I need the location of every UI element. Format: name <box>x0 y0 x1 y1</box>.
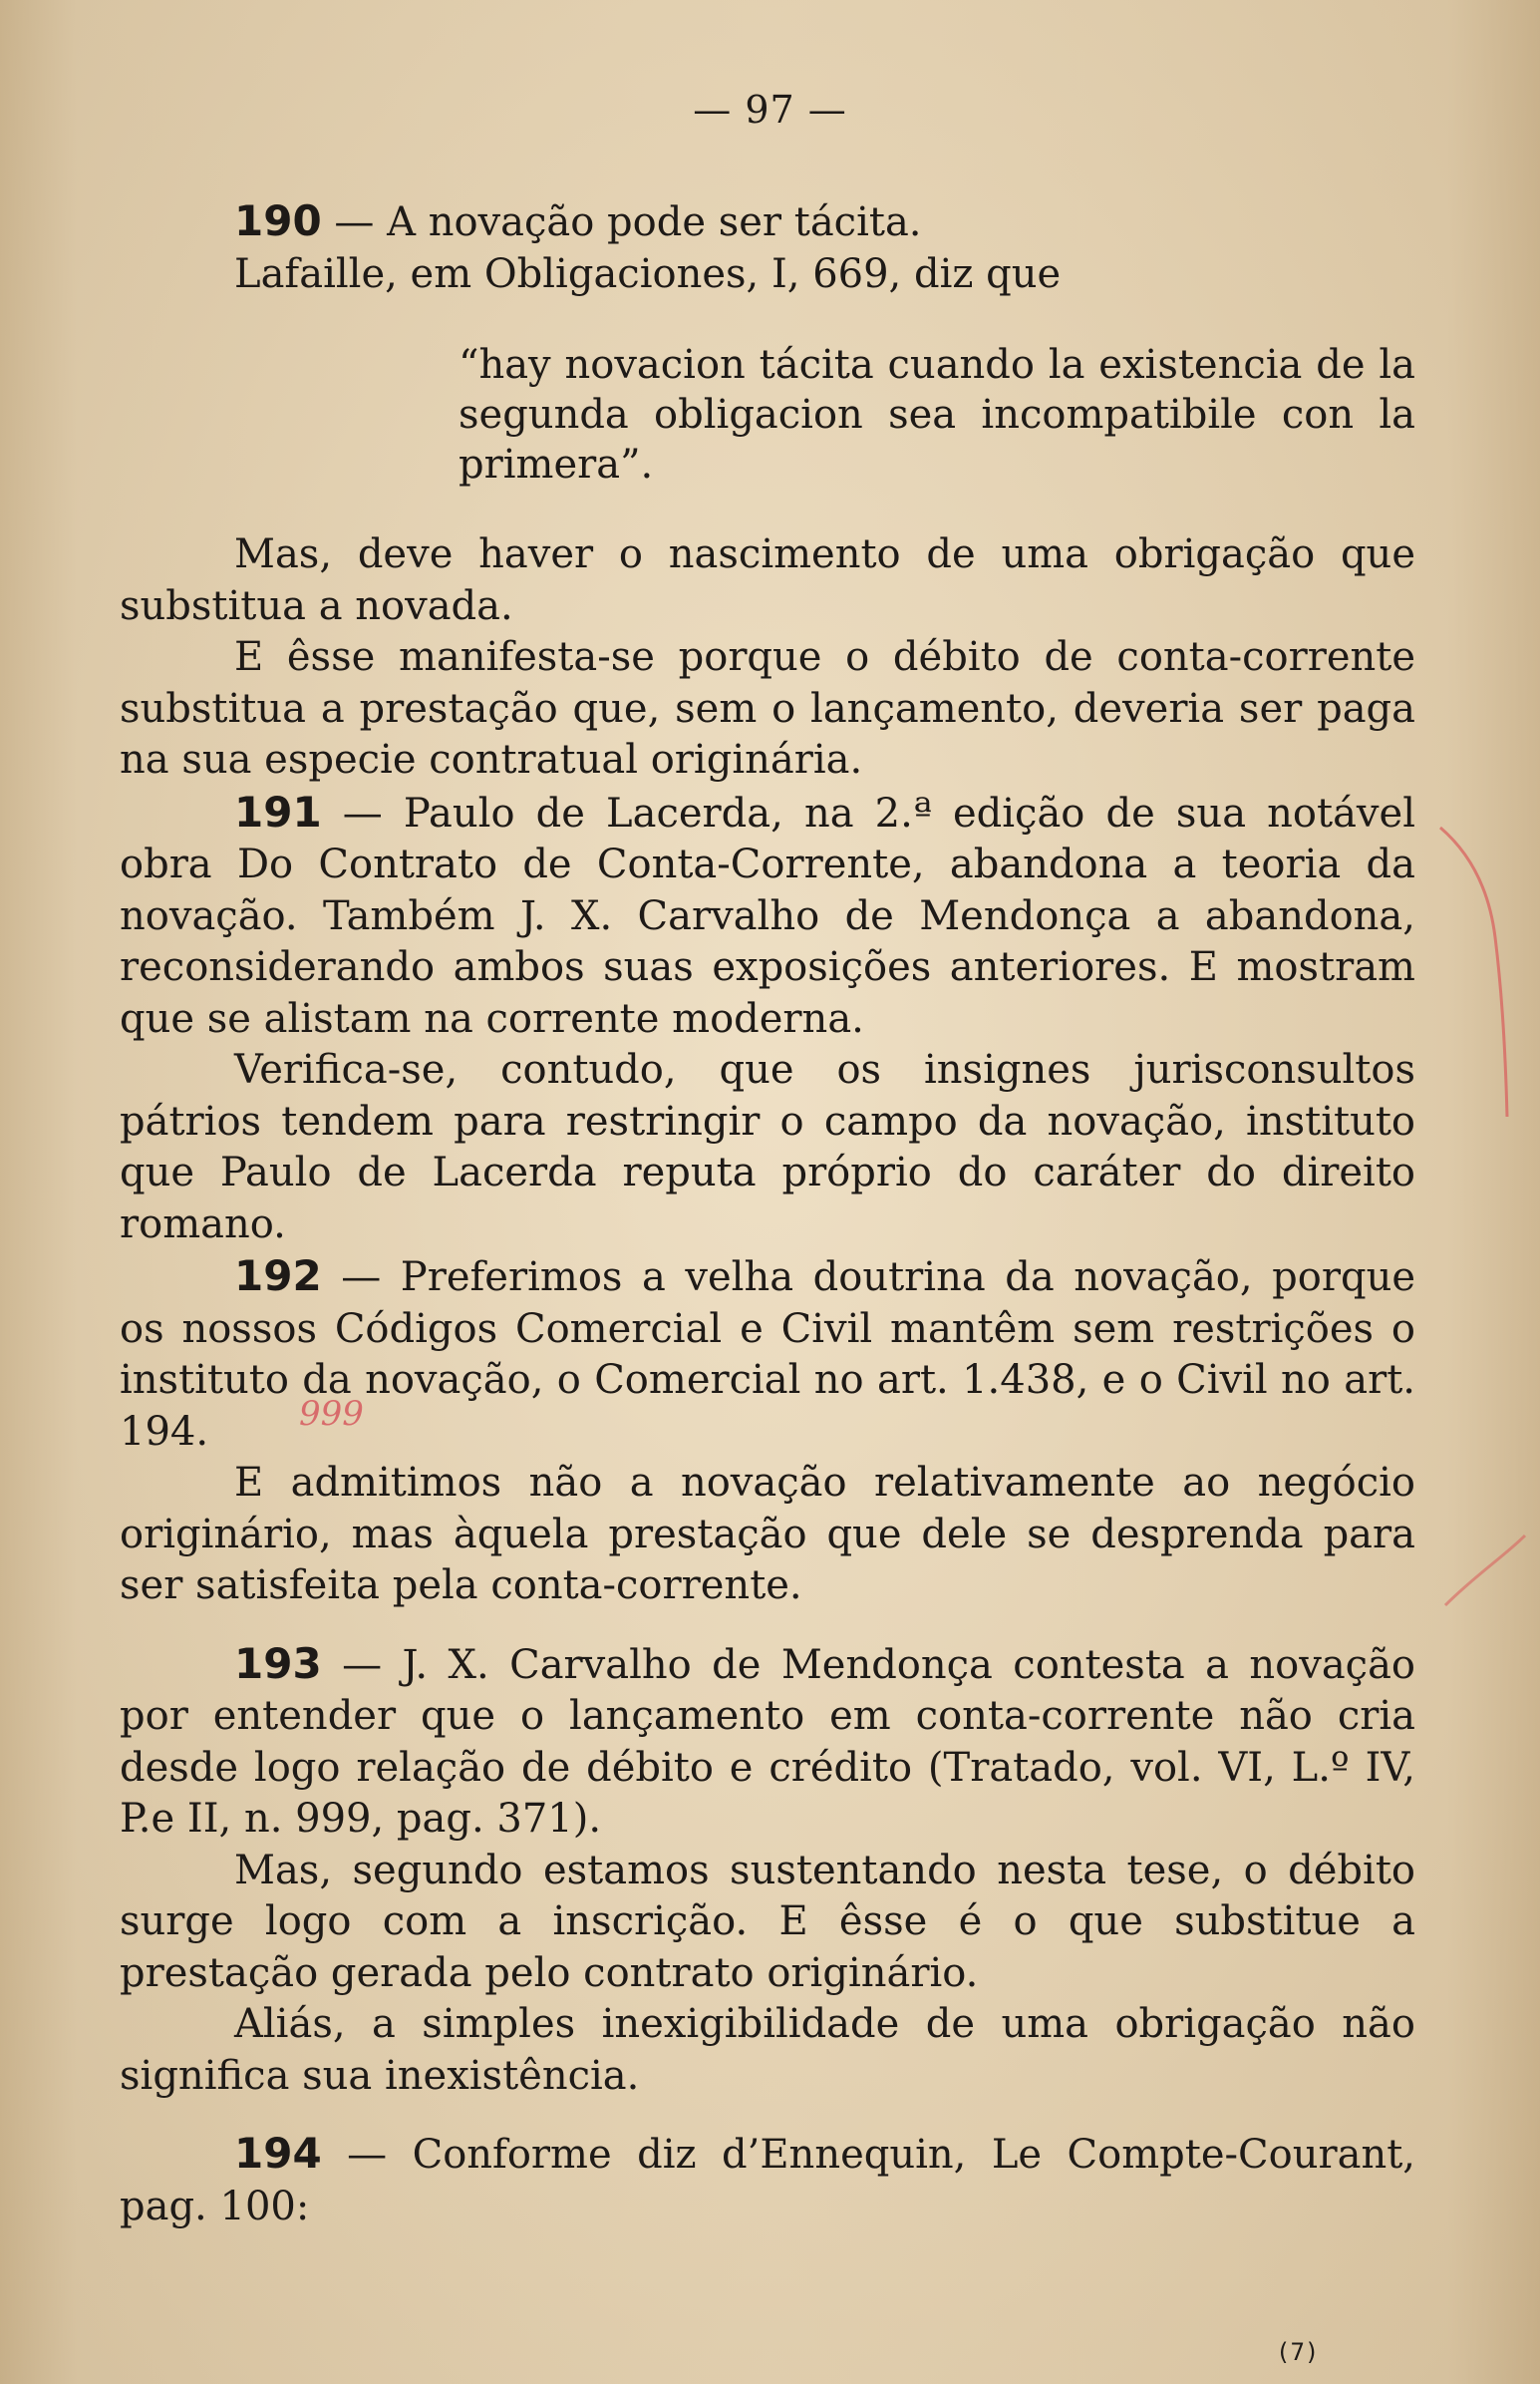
section-number-194: 194 <box>234 2129 322 2178</box>
paragraph-193 <box>120 1638 1415 1846</box>
paragraph-193-b: Mas, segundo estamos sustentando nesta tese, o débito surge logo com a inscrição. E êsse é o que substitue a prestação gerada pelo contrato originário. <box>120 1847 1415 1996</box>
section-number-190: 190 <box>234 196 322 245</box>
handwritten-margin-note: 999 <box>299 1394 364 1434</box>
section-number-192: 192 <box>234 1251 322 1300</box>
red-pencil-mark <box>1435 818 1535 1615</box>
page-number: — 97 — <box>693 88 847 132</box>
paragraph-190 <box>120 195 1415 249</box>
body-text <box>120 195 1415 2232</box>
section-number-191: 191 <box>234 787 322 837</box>
paragraph-193-text: — J. X. Carvalho de Mendonça contesta a novação por entender que o lançamento em conta-corrente não cria desde logo relação de débito e crédito (Tratado, vol. VI, L.º IV, P.e II, n. 999, pag. 371). <box>120 1641 1415 1842</box>
paragraph-191-b: Verifica-se, contudo, que os insignes jurisconsultos pátrios tendem para restringir o campo da novação, instituto que Paulo de Lacerda reputa próprio do caráter do direito romano. <box>120 1047 1415 1247</box>
paragraph-192-text: — Preferimos a velha doutrina da novação, porque os nossos Códigos Comercial e Civil mantêm sem restrições o instituto da novação, o Comercial no art. 1.438, e o Civil no art. 194. <box>120 1254 1415 1455</box>
printer-signature-mark: (7) <box>1276 2338 1320 2366</box>
paragraph-190-b: Mas, deve haver o nascimento de uma obrigação que substitua a novada. <box>120 531 1415 629</box>
paragraph-192-b: E admitimos não a novação relativamente ao negócio originário, mas àquela prestação que dele se desprenda para ser satisfeita pela conta-corrente. <box>120 1460 1415 1608</box>
section-number-193: 193 <box>234 1638 322 1688</box>
paragraph-194 <box>120 2128 1415 2232</box>
paragraph-190-line2: Lafaille, em Obligaciones, I, 669, diz que <box>234 250 1062 297</box>
paragraph-193-c: Aliás, a simples inexigibilidade de uma obrigação não significa sua inexistência. <box>120 2001 1415 2099</box>
section-gap <box>120 1612 1415 1638</box>
paragraph-194-text: — Conforme diz d’Ennequin, Le Compte-Courant, pag. 100: <box>120 2132 1415 2229</box>
section-gap <box>120 2102 1415 2128</box>
paragraph-190-text: — A novação pode ser tácita. <box>321 199 922 245</box>
paragraph-190-c: E êsse manifesta-se porque o débito de conta-corrente substitua a prestação que, sem o lançamento, deveria ser paga na sua especie contratual originária. <box>120 634 1415 783</box>
block-quote-lafaille: “hay novacion tácita cuando la existencia de la segunda obligacion sea incompatibile con la primera”. <box>459 342 1415 488</box>
paragraph-191-text: — Paulo de Lacerda, na 2.ª edição de sua notável obra Do Contrato de Conta-Corrente, abandona a teoria da novação. Também J. X. Carvalho de Mendonça a abandona, reconsiderando ambos suas exposições anteriores. E mostram que se alistam na corrente moderna. <box>120 790 1415 1042</box>
paragraph-191 <box>120 787 1415 1046</box>
